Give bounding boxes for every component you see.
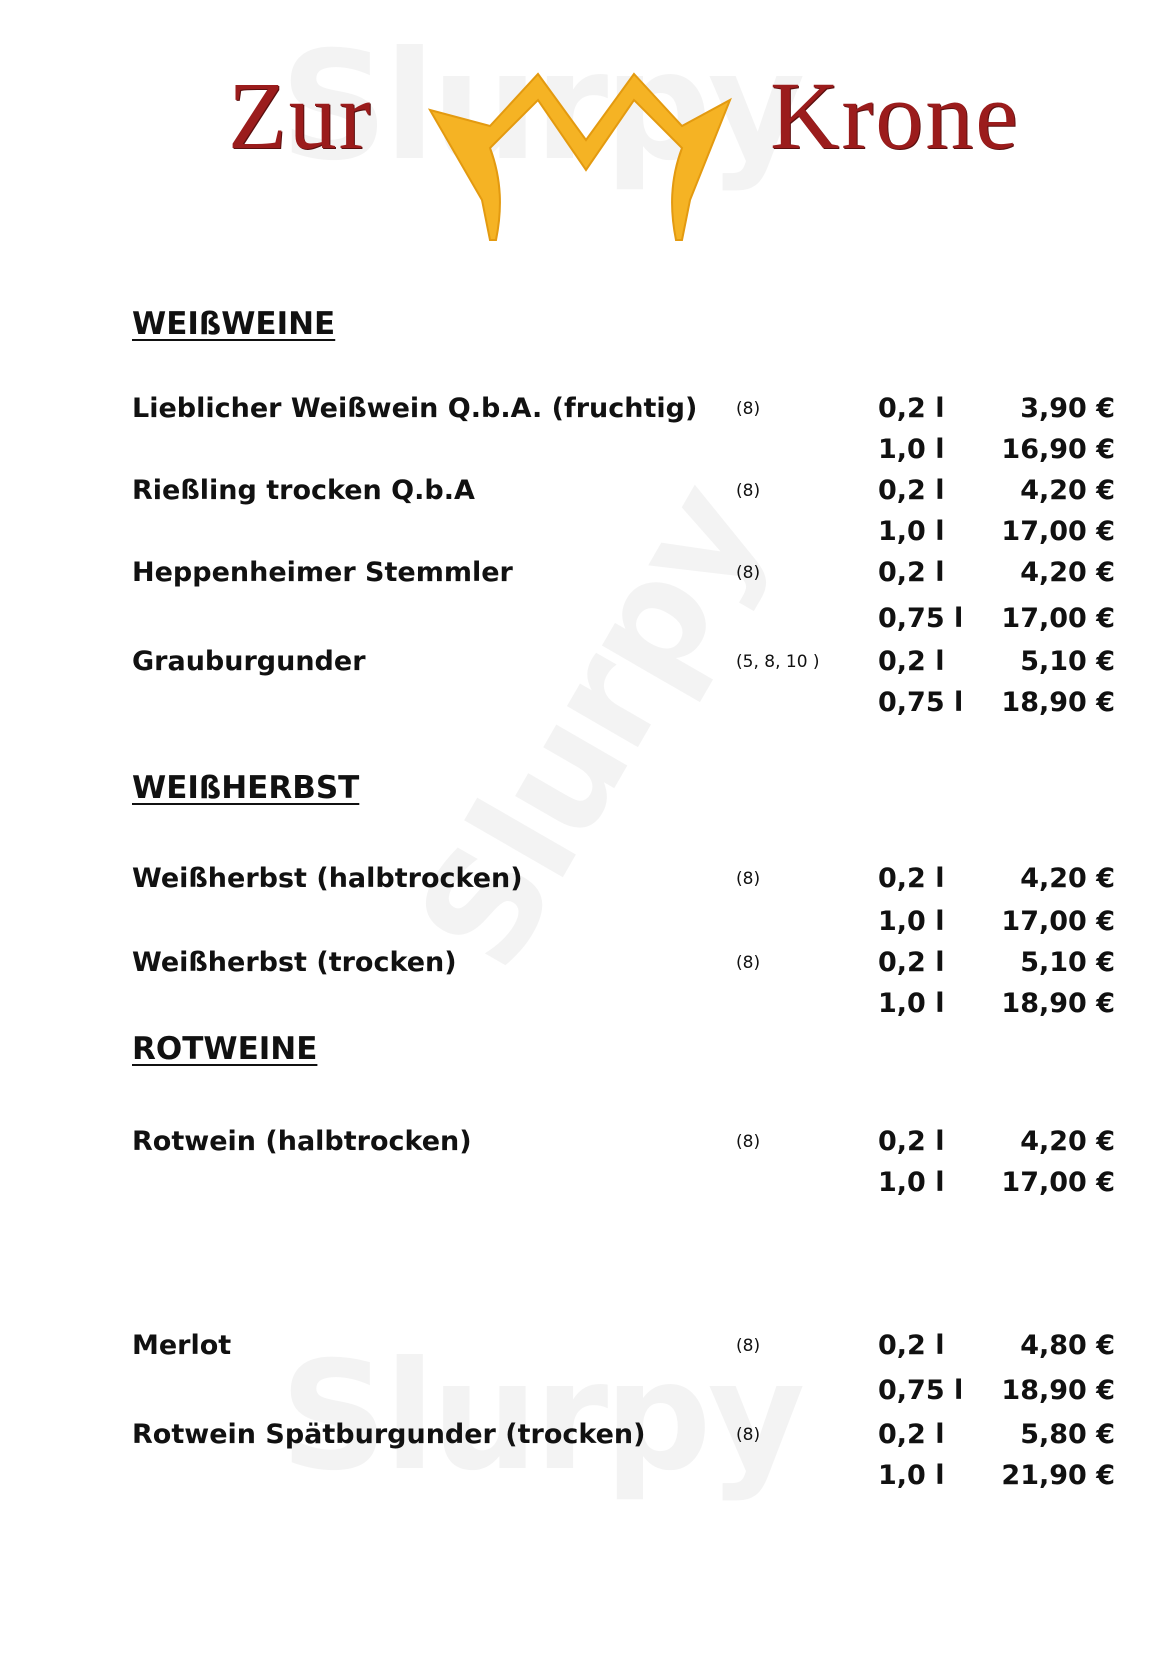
menu-item-size xyxy=(0,603,1165,643)
price: 21,90 € xyxy=(1001,1460,1115,1491)
menu-item-size xyxy=(0,1375,1165,1415)
wine-name: Grauburgunder xyxy=(132,646,366,677)
volume: 0,75 l xyxy=(878,1375,964,1406)
volume: 0,2 l xyxy=(878,1126,945,1157)
price: 4,80 € xyxy=(1020,1330,1115,1361)
price: 17,00 € xyxy=(1001,1167,1115,1198)
allergen-codes: (8) xyxy=(736,1425,761,1445)
menu-item xyxy=(0,863,1165,903)
allergen-codes: (8) xyxy=(736,953,761,973)
allergen-codes: (8) xyxy=(736,1132,761,1152)
price: 17,00 € xyxy=(1001,516,1115,547)
price: 18,90 € xyxy=(1001,988,1115,1019)
menu-item xyxy=(0,1126,1165,1166)
wine-name: Weißherbst (halbtrocken) xyxy=(132,863,523,894)
wine-name: Weißherbst (trocken) xyxy=(132,947,457,978)
price: 4,20 € xyxy=(1020,475,1115,506)
price: 5,10 € xyxy=(1020,646,1115,677)
volume: 0,75 l xyxy=(878,603,964,634)
menu-item-size xyxy=(0,687,1165,727)
volume: 1,0 l xyxy=(878,906,945,937)
menu-item-size xyxy=(0,906,1165,946)
volume: 0,2 l xyxy=(878,393,945,424)
volume: 0,2 l xyxy=(878,646,945,677)
price: 3,90 € xyxy=(1020,393,1115,424)
volume: 1,0 l xyxy=(878,1167,945,1198)
menu-item-size xyxy=(0,516,1165,556)
menu-item xyxy=(0,947,1165,987)
price: 5,80 € xyxy=(1020,1419,1115,1450)
section-title-rotweine: ROTWEINE xyxy=(132,1031,318,1067)
section-title-weissherbst: WEIßHERBST xyxy=(132,770,360,806)
menu-item-size xyxy=(0,1167,1165,1207)
menu-item xyxy=(0,557,1165,597)
price: 16,90 € xyxy=(1001,434,1115,465)
price: 4,20 € xyxy=(1020,1126,1115,1157)
volume: 0,2 l xyxy=(878,557,945,588)
volume: 0,2 l xyxy=(878,947,945,978)
allergen-codes: (8) xyxy=(736,563,761,583)
allergen-codes: (8) xyxy=(736,1336,761,1356)
menu-item xyxy=(0,393,1165,433)
crown-icon xyxy=(420,60,740,250)
volume: 0,2 l xyxy=(878,863,945,894)
menu-item xyxy=(0,475,1165,515)
price: 18,90 € xyxy=(1001,1375,1115,1406)
volume: 1,0 l xyxy=(878,1460,945,1491)
wine-name: Merlot xyxy=(132,1330,232,1361)
wine-name: Rotwein (halbtrocken) xyxy=(132,1126,472,1157)
menu-item-size xyxy=(0,1460,1165,1500)
volume: 0,2 l xyxy=(878,475,945,506)
volume: 1,0 l xyxy=(878,434,945,465)
allergen-codes: (5, 8, 10 ) xyxy=(736,652,820,672)
wine-name: Rotwein Spätburgunder (trocken) xyxy=(132,1419,646,1450)
menu-item-size xyxy=(0,434,1165,474)
price: 5,10 € xyxy=(1020,947,1115,978)
logo-text-right: Krone xyxy=(770,62,1020,169)
allergen-codes: (8) xyxy=(736,481,761,501)
price: 4,20 € xyxy=(1020,557,1115,588)
restaurant-logo xyxy=(0,40,1165,240)
menu-item xyxy=(0,646,1165,686)
logo-text-left: Zur xyxy=(228,62,373,169)
wine-name: Heppenheimer Stemmler xyxy=(132,557,513,588)
allergen-codes: (8) xyxy=(736,869,761,889)
volume: 1,0 l xyxy=(878,988,945,1019)
wine-name: Rießling trocken Q.b.A xyxy=(132,475,475,506)
volume: 0,2 l xyxy=(878,1419,945,1450)
price: 17,00 € xyxy=(1001,906,1115,937)
wine-name: Lieblicher Weißwein Q.b.A. (fruchtig) xyxy=(132,393,698,424)
menu-item xyxy=(0,1419,1165,1459)
menu-item xyxy=(0,1330,1165,1370)
volume: 0,2 l xyxy=(878,1330,945,1361)
volume: 1,0 l xyxy=(878,516,945,547)
price: 4,20 € xyxy=(1020,863,1115,894)
menu-item-size xyxy=(0,988,1165,1028)
volume: 0,75 l xyxy=(878,687,964,718)
allergen-codes: (8) xyxy=(736,399,761,419)
price: 17,00 € xyxy=(1001,603,1115,634)
price: 18,90 € xyxy=(1001,687,1115,718)
section-title-weissweine: WEIßWEINE xyxy=(132,306,336,342)
